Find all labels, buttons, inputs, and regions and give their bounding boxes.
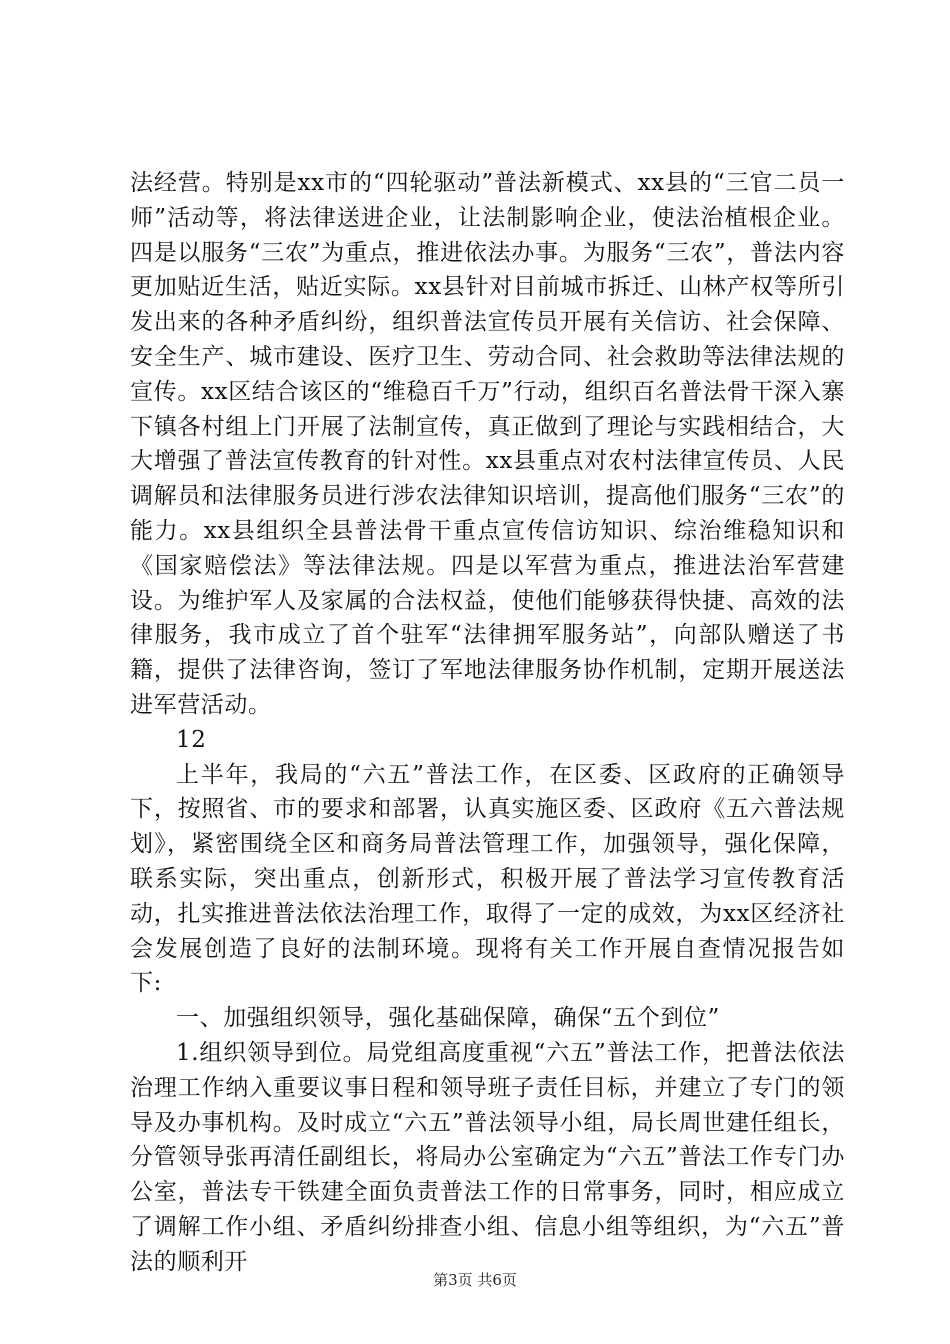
page-number-footer: 第3页 共6页 <box>433 1271 517 1289</box>
paragraph-continuation: 法经营。特别是xx市的“四轮驱动”普法新模式、xx县的“三官二员一师”活动等，将法律送进企业，让法制影响企业，使法治植根企业。四是以服务“三农”为重点，推进依法办事。为服务“三农”，普法内容更加贴近生活，贴近实际。xx县针对目前城市拆迁、山林产权等所引发出来的各种矛盾纠纷，组织普法宣传员开展有关信访、社会保障、安全生产、城市建设、医疗卫生、劳动合同、社会救助等法律法规的宣传。xx区结合该区的“维稳百千万”行动，组织百名普法骨干深入寨下镇各村组上门开展了法制宣传，真正做到了理论与实践相结合，大大增强了普法宣传教育的针对性。xx县重点对农村法律宣传员、人民调解员和法律服务员进行涉农法律知识培训，提高他们服务“三农”的能力。xx县组织全县普法骨干重点宣传信访知识、综治维稳知识和《国家赔偿法》等法律法规。四是以军营为重点，推进法治军营建设。为维护军人及家属的合法权益，使他们能够获得快捷、高效的法律服务，我市成立了首个驻军“法律拥军服务站”，向部队赠送了书籍，提供了法律咨询，签订了军地法律服务协作机制，定期开展送法进军营活动。 <box>130 170 845 718</box>
section-heading: 一、加强组织领导，强化基础保障，确保“五个到位” <box>176 1005 720 1032</box>
paragraph-number: 12 <box>176 726 207 753</box>
paragraph-intro: 上半年，我局的“六五”普法工作，在区委、区政府的正确领导下，按照省、市的要求和部署，认真实施区委、区政府《五六普法规划》，紧密围绕全区和商务局普法管理工作，加强领导，强化保障，联系实际，突出重点，创新形式，积极开展了普法学习宣传教育活动，扎实推进普法依法治理工作，取得了一定的成效，为xx区经济社会发展创造了良好的法制环境。现将有关工作开展自查情况报告如下: <box>130 761 845 997</box>
paragraph-item-1: 1.组织领导到位。局党组高度重视“六五”普法工作，把普法依法治理工作纳入重要议事日程和领导班子责任目标，并建立了专门的领导及办事机构。及时成立“六五”普法领导小组，局长周世建任组长，分管领导张再清任副组长，将局办公室确定为“六五”普法工作专门办公室，普法专干铁建全面负责普法工作的日常事务，同时，相应成立了调解工作小组、矛盾纠纷排查小组、信息小组等组织，为“六五”普法的顺利开 <box>130 1039 845 1275</box>
document-body <box>130 166 845 1280</box>
